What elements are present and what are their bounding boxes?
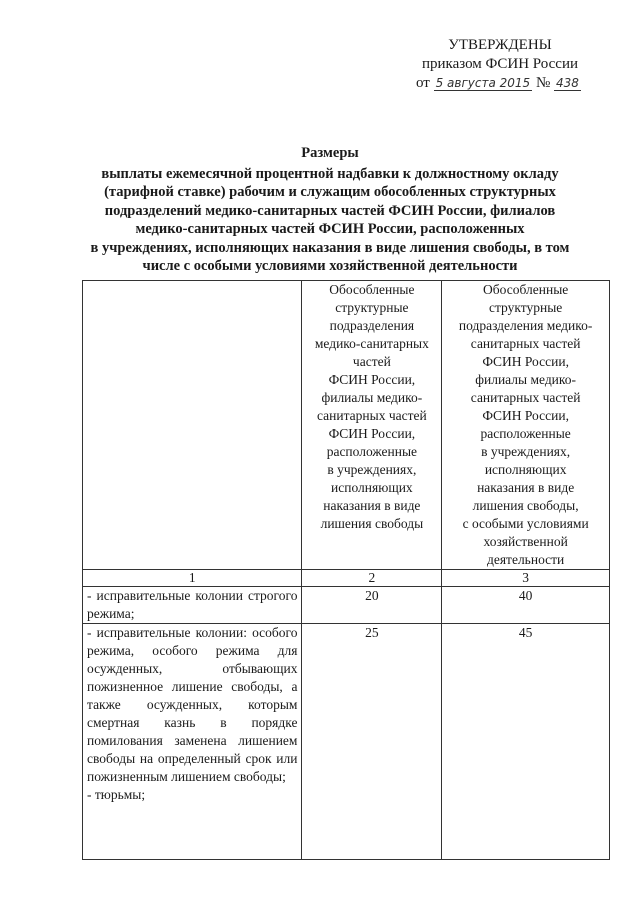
column-number: 1 xyxy=(83,570,302,587)
title-line: числе с особыми условиями хозяйственной деятельности xyxy=(142,258,518,274)
approval-status: УТВЕРЖДЕНЫ xyxy=(448,37,552,53)
title-line: медико-санитарных частей ФСИН России, расположенных xyxy=(135,221,525,237)
row-description: - исправительные колонии: особого режима, особого режима для осужденных, отбывающих пожизненное лишение свободы, а также осужденных, которым смертная казнь в порядке помилования заменена лишением свободы на определенный срок или пожизненным лишением свободы; xyxy=(87,625,298,784)
column-number: 3 xyxy=(442,570,610,587)
row-value-col3: 40 xyxy=(442,587,610,624)
document-title xyxy=(60,144,600,276)
row-value-col2: 25 xyxy=(302,624,442,860)
row-extra: - тюрьмы; xyxy=(87,787,146,802)
title-line: выплаты ежемесячной процентной надбавки к должностному окладу xyxy=(101,165,559,182)
handwritten-date: 5 августа 2015 xyxy=(435,76,531,90)
row-description: - исправительные колонии строгого режима; xyxy=(83,587,302,624)
title-line: (тарифной ставке) рабочим и служащим обособленных структурных xyxy=(104,184,556,200)
date-prefix: от xyxy=(416,75,430,91)
approval-order: приказом ФСИН России xyxy=(421,56,579,72)
table-header-row xyxy=(83,281,610,570)
table-row xyxy=(83,624,610,860)
approval-stamp xyxy=(400,36,600,93)
number-label: № xyxy=(535,75,551,91)
header-col2: Обособленные структурные подразделения медико-санитарных частей ФСИН России, филиалы медико- санитарных частей ФСИН России, расположенные в учреждениях, исполняющих наказания в виде лишения свободы xyxy=(302,281,442,570)
title-heading: Размеры xyxy=(301,145,359,161)
approval-date-line xyxy=(400,74,600,93)
column-number: 2 xyxy=(302,570,442,587)
title-line: в учреждениях, исполняющих наказания в виде лишения свободы, в том xyxy=(90,239,570,256)
column-number-row xyxy=(83,570,610,587)
handwritten-number: 438 xyxy=(556,76,579,90)
header-col1 xyxy=(83,281,302,570)
row-value-col2: 20 xyxy=(302,587,442,624)
row-description-cell xyxy=(83,624,302,860)
title-line: подразделений медико-санитарных частей ФСИН России, филиалов xyxy=(104,202,556,219)
header-col3: Обособленные структурные подразделения медико- санитарных частей ФСИН России, филиалы медико- санитарных частей ФСИН России, расположенные в учреждениях, исполняющих наказания в виде лишения свободы, с особыми условиями хозяйственной деятельности xyxy=(442,281,610,570)
row-value-col3: 45 xyxy=(442,624,610,860)
table-row xyxy=(83,587,610,624)
rates-table xyxy=(82,280,610,860)
